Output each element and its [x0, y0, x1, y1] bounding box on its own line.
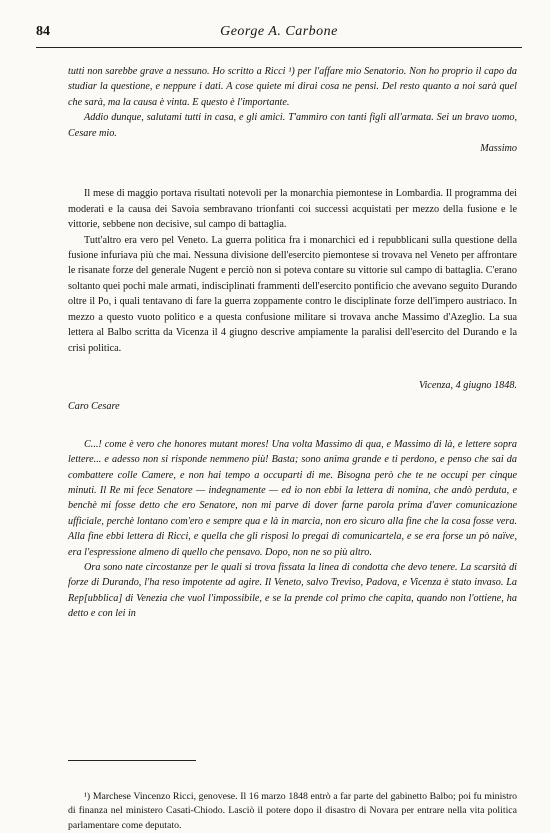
- footnote: ¹) Marchese Vincenzo Ricci, genovese. Il 16 marzo 1848 entrò a far parte del gabinetto Balbo; poi fu ministro di finanza nel ministero Casati-Chiodo. Lasciò il potere dopo il disastro di Novara per entrare nella vita politica parlamentare come deputato.: [68, 790, 517, 831]
- letter1-signature: Massimo: [480, 143, 517, 155]
- footnote-rule: [68, 760, 196, 761]
- letter2-salutation: Caro Cesare: [68, 401, 120, 413]
- letter2-paragraph-2: Ora sono nate circostanze per le quali si trova fissata la linea di condotta che devo tenere. La scarsità di forze di Durando, l'ha reso impotente ad agire. Il Veneto, salvo Treviso, Padova, e Vicenza è stato invaso. La Rep[ubblica] di Venezia che vuol l'impossibile, e se la prende col primo che capita, quando non l'ottiene, ha detto e con lei in: [68, 561, 517, 620]
- letter1-paragraph-2: Addio dunque, salutami tutti in casa, e gli amici. T'ammiro con tanti figli all'armata. Sei un bravo uomo, Cesare mio.: [68, 112, 517, 139]
- page-body: [68, 64, 517, 622]
- running-head: George A. Carbone: [220, 24, 338, 39]
- letter2-dateline: Vicenza, 4 giugno 1848.: [419, 379, 517, 391]
- page-header: [36, 24, 522, 42]
- page-number: 84: [36, 24, 50, 39]
- letter2-paragraph-1: C...! come è vero che honores mutant mores! Una volta Massimo di qua, e Massimo di là, e lettere sopra lettere... e adesso non si risponde nemmeno più! Basta; sono anima grande e ti perdono, e penso che sai da combattere colle Camere, e non hai tempo a occuparti di me. Bisogna però che te ne occupi per cinque minuti. Il Re mi fece Senatore — indegnamente — ed io non ebbi la lettera di nomina, che andò perduta, e benchè mi fosse detto che ero Senatore, non mi parve di dover farne parola prima d'aver comunicazione ufficiale, perchè lontano com'ero e sempre qua e là in marcia, non ero sicuro alla fine che la cosa fosse vera. Alla fine ebbi lettera di Ricci, e quella che gli risposi lo pregai di comunicartela, e se era forse un pò naïve, era l'espressione almeno di quello che pensavo. Dopo, non ne so più altro.: [68, 438, 517, 558]
- narrative-paragraph-2: Tutt'altro era vero pel Veneto. La guerra politica fra i monarchici ed i repubblicani sulla questione della fusione infuriava più che mai. Nessuna divisione dell'esercito piemontese si trovava nel Veneto per affrontare le risanate forze del generale Nugent e perciò non si poteva contare su vittorie sul campo di battaglia. C'erano soltanto quei pochi male armati, indisciplinati frammenti dell'esercito pontificio che avevano seguito Durando oltre il Po, i quali tentavano di fare la guerra zoppamente contro le disciplinate forze dell'impero austriaco. In mezzo a questo vuoto politico e a questa confusione militare si trovava anche Massimo d'Azeglio. La sua lettera al Balbo scritta da Vicenza il 4 giugno descrive ampiamente la paralisi dell'esercito del Durando e la crisi politica.: [68, 234, 517, 354]
- narrative-paragraph-1: Il mese di maggio portava risultati notevoli per la monarchia piemontese in Lombardia. Il programma dei moderati e la causa dei Savoia sembravano trionfanti coi successi acquistati per mezzo della fusione e le vittorie, sebbene non decisive, sul campo di battaglia.: [68, 188, 517, 231]
- letter1-paragraph-1: tutti non sarebbe grave a nessuno. Ho scritto a Ricci ¹) per l'affare mio Senatorio. Non ho proprio il capo da studiar la questione, e neppure i dati. A cose quiete mi dirai cosa ne pensi. Del resto quanto a noi sarà quel che sarà, ma la causa è vinta. E questo è l'importante.: [68, 66, 517, 108]
- header-rule: [36, 47, 522, 48]
